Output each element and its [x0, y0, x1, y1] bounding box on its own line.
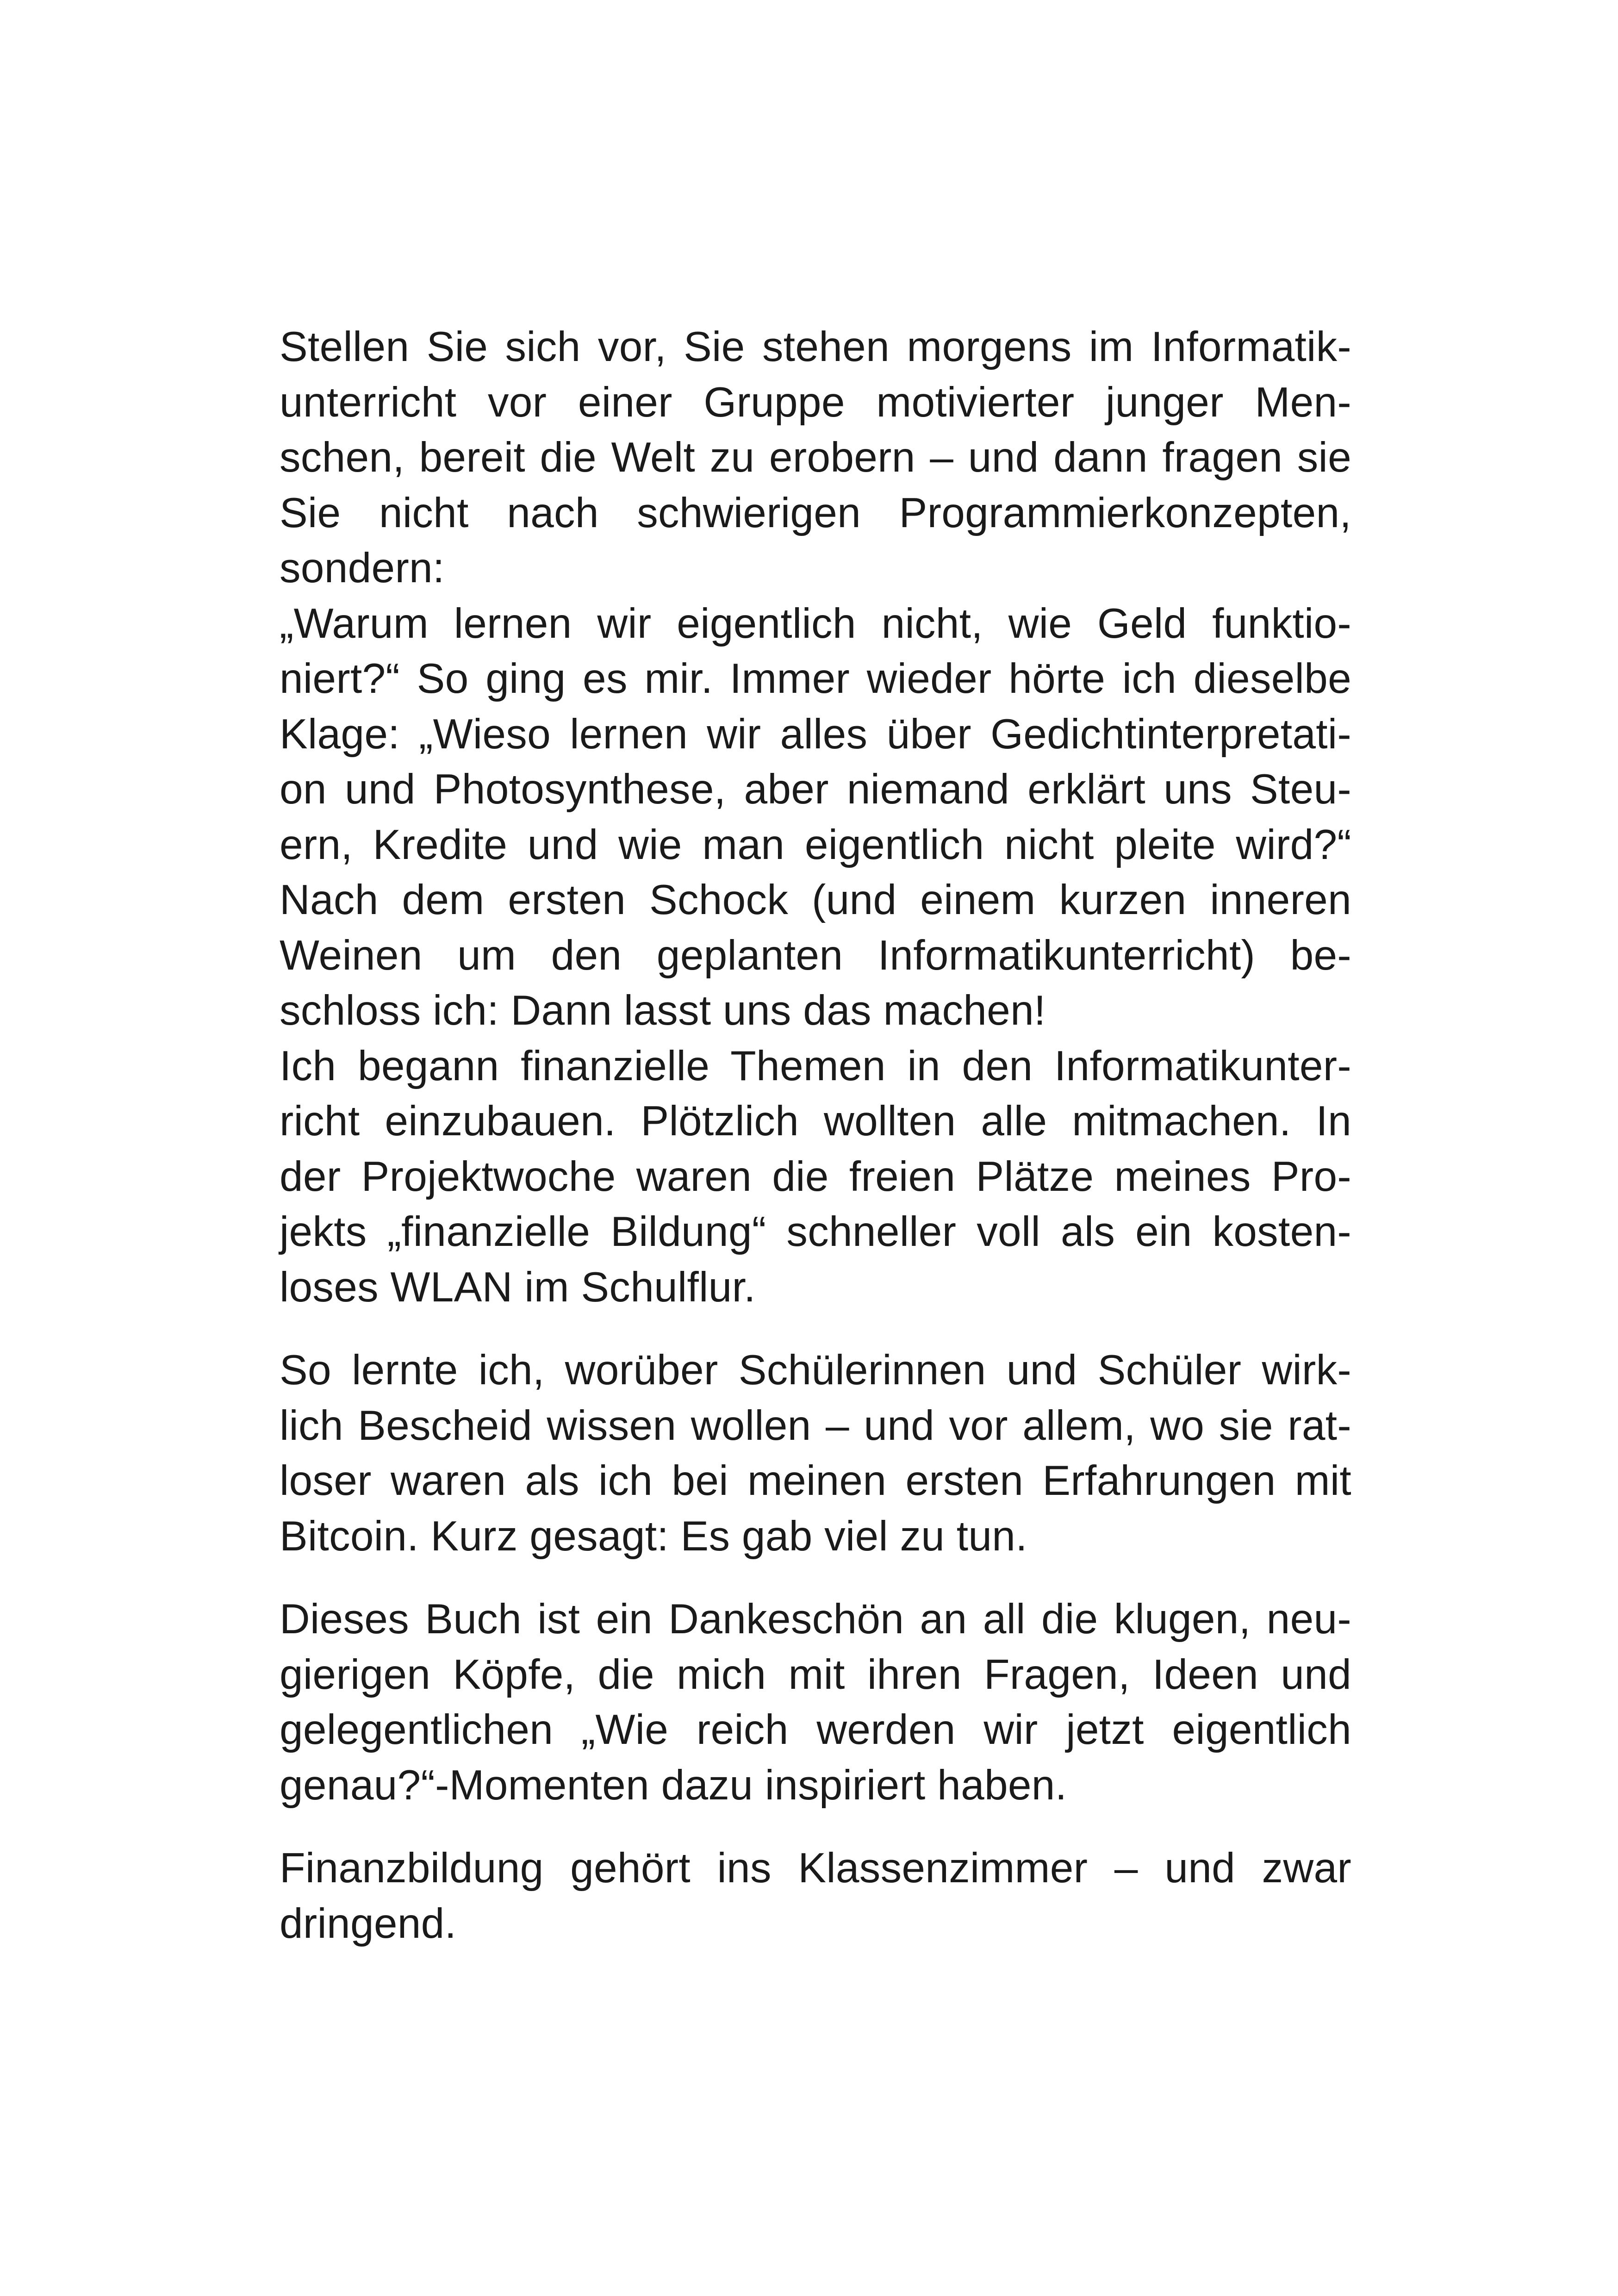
text-line: gierigen Köpfe, die mich mit ihren Fragen, Ideen und: [280, 1651, 1351, 1698]
text-line: gelegentlichen „Wie reich werden wir jetzt eigentlich: [280, 1706, 1351, 1753]
text-line: richt einzubauen. Plötzlich wollten alle mitmachen. In: [280, 1098, 1351, 1145]
paragraph-intro: [280, 319, 1351, 1315]
text-line: loses WLAN im Schulflur.: [280, 1263, 756, 1311]
text-line: genau?“-Momenten dazu inspiriert haben.: [280, 1761, 1067, 1809]
text-line: lich Bescheid wissen wollen – und vor allem, wo sie rat-: [280, 1402, 1351, 1449]
text-line: Klage: „Wieso lernen wir alles über Gedichtinterpretati-: [280, 710, 1351, 758]
text-line: der Projektwoche waren die freien Plätze meines Pro-: [280, 1153, 1351, 1200]
text-line: Dieses Buch ist ein Dankeschön an all die klugen, neu-: [280, 1596, 1351, 1643]
text-line: Nach dem ersten Schock (und einem kurzen inneren: [280, 877, 1351, 923]
text-line: sondern:: [280, 545, 445, 591]
text-line: Sie nicht nach schwierigen Programmierkonzepten,: [280, 489, 1351, 536]
body-text: [280, 319, 1351, 1951]
text-line: schloss ich: Dann lasst uns das machen!: [280, 987, 1046, 1034]
text-line: So lernte ich, worüber Schülerinnen und Schüler wirk-: [280, 1347, 1351, 1394]
text-line: on und Photosynthese, aber niemand erklärt uns Steu-: [280, 766, 1351, 813]
text-line: unterricht vor einer Gruppe motivierter junger Men-: [280, 379, 1351, 426]
text-line: „Warum lernen wir eigentlich nicht, wie Geld funktio-: [280, 600, 1351, 647]
text-line: Ich begann finanzielle Themen in den Informatikunter-: [280, 1042, 1351, 1089]
text-line: Weinen um den geplanten Informatikunterricht) be-: [280, 932, 1351, 979]
text-line: schen, bereit die Welt zu erobern – und dann fragen sie: [280, 434, 1351, 481]
text-line: Finanzbildung gehört ins Klassenzimmer – und zwar: [280, 1845, 1351, 1892]
paragraph-learning: [280, 1343, 1351, 1564]
paragraph-thanks: [280, 1592, 1351, 1813]
text-line: Bitcoin. Kurz gesagt: Es gab viel zu tun.: [280, 1512, 1027, 1560]
text-line: dringend.: [280, 1900, 457, 1947]
text-line: ern, Kredite und wie man eigentlich nicht pleite wird?“: [280, 821, 1351, 868]
paragraph-closing: [280, 1841, 1351, 1951]
text-line: jekts „finanzielle Bildung“ schneller voll als ein kosten-: [280, 1208, 1351, 1255]
text-line: loser waren als ich bei meinen ersten Erfahrungen mit: [280, 1457, 1351, 1504]
text-line: Stellen Sie sich vor, Sie stehen morgens im Informatik-: [280, 324, 1351, 370]
text-line: niert?“ So ging es mir. Immer wieder hörte ich dieselbe: [280, 655, 1351, 702]
